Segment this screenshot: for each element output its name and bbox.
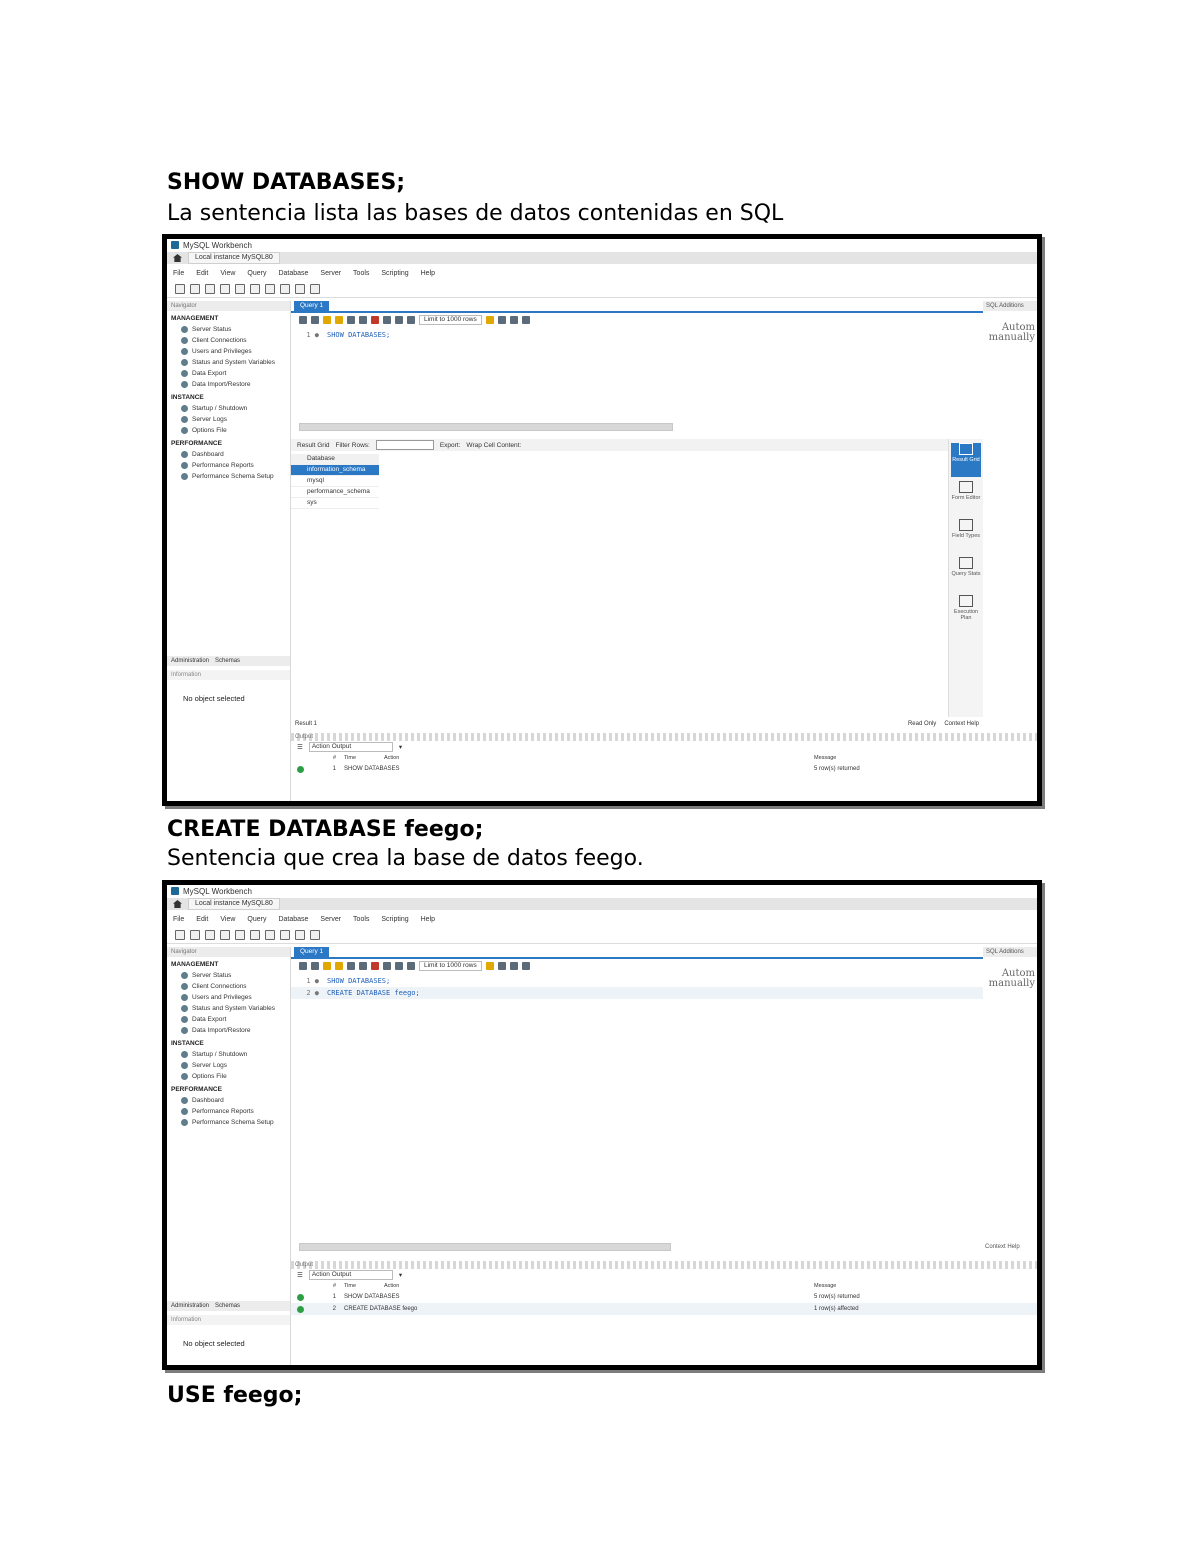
create-table-icon[interactable] <box>235 284 245 294</box>
nav-data-import[interactable]: Data Import/Restore <box>167 1025 290 1036</box>
connection-tab[interactable]: Local instance MySQL80 <box>188 898 280 910</box>
row-num: 2 <box>332 1306 336 1312</box>
nav-startup-shutdown[interactable]: Startup / Shutdown <box>167 403 290 414</box>
inspector-icon[interactable] <box>205 284 215 294</box>
dashboard-icon <box>181 1097 188 1104</box>
nav-data-import[interactable]: Data Import/Restore <box>167 379 290 390</box>
rollback-icon[interactable] <box>395 316 403 324</box>
section2-description: Sentencia que crea la base de datos feego. <box>167 846 644 871</box>
reports-icon <box>181 462 188 469</box>
workbench-screenshot-create-database <box>162 880 1042 1370</box>
wrap-cell-label[interactable]: Wrap Cell Content: <box>466 441 522 449</box>
main-toolbar <box>167 927 1037 944</box>
create-schema-icon[interactable] <box>220 930 230 940</box>
output-header: Output <box>291 733 1037 741</box>
limit-rows-select[interactable]: Limit to 1000 rows <box>419 315 482 325</box>
performance-section: PERFORMANCE <box>171 1086 222 1093</box>
reconnect-icon[interactable] <box>310 930 320 940</box>
filter-rows-label: Filter Rows: <box>335 441 370 449</box>
commit-icon[interactable] <box>383 316 391 324</box>
output-selector <box>291 741 1037 753</box>
nav-server-status[interactable]: Server Status <box>167 970 290 981</box>
create-view-icon[interactable] <box>250 284 260 294</box>
mysql-workbench-icon <box>171 887 179 895</box>
stats-icon <box>959 557 973 569</box>
window-titlebar <box>167 239 1037 251</box>
code-text: SHOW DATABASES; <box>327 331 391 339</box>
menu-view[interactable]: View <box>220 915 236 923</box>
server-status-icon <box>181 326 188 333</box>
menu-scripting[interactable]: Scripting <box>381 269 409 277</box>
server-status-icon <box>181 972 188 979</box>
menubar <box>167 267 1037 279</box>
data-export-icon <box>181 370 188 377</box>
beautify-icon[interactable] <box>486 316 494 324</box>
sql-additions-auto-text: Autom manually <box>988 322 1035 343</box>
variables-icon <box>181 1005 188 1012</box>
navigator-header: Navigator <box>167 947 290 957</box>
nav-data-export[interactable]: Data Export <box>167 368 290 379</box>
sql-editor-area <box>291 301 983 731</box>
output-column-headers <box>291 753 1037 763</box>
code-text: CREATE DATABASE feego; <box>327 989 420 997</box>
output-row[interactable] <box>291 763 1037 775</box>
code-line <box>291 975 983 987</box>
schema-setup-icon <box>181 473 188 480</box>
sql-code[interactable] <box>291 329 983 341</box>
action-output-select[interactable]: Action Output <box>309 1270 393 1280</box>
tab-schemas[interactable]: Schemas <box>215 1303 241 1309</box>
tab-administration[interactable]: Administration <box>171 1303 210 1309</box>
grid-row[interactable]: sys <box>291 498 379 509</box>
save-icon[interactable] <box>311 962 319 970</box>
sql-additions-panel <box>983 301 1037 343</box>
data-import-icon <box>181 381 188 388</box>
form-icon <box>959 481 973 493</box>
management-section: MANAGEMENT <box>171 961 219 968</box>
field-types-icon <box>959 519 973 531</box>
nav-server-logs[interactable]: Server Logs <box>167 1060 290 1071</box>
chevron-down-icon[interactable]: ▾ <box>398 744 403 751</box>
invisible-chars-icon[interactable] <box>510 316 518 324</box>
col-message: Message <box>814 1283 837 1289</box>
result-footer <box>291 719 983 729</box>
nav-client-connections[interactable]: Client Connections <box>167 981 290 992</box>
menu-scripting[interactable]: Scripting <box>381 915 409 923</box>
nav-performance-reports[interactable]: Performance Reports <box>167 1106 290 1117</box>
invisible-chars-icon[interactable] <box>510 962 518 970</box>
output-row[interactable] <box>291 1303 1037 1315</box>
server-logs-icon <box>181 416 188 423</box>
row-message: 5 row(s) returned <box>814 766 860 772</box>
sql-editor-area <box>291 947 983 1257</box>
query-tabbar <box>291 947 983 959</box>
sql-additions-header: SQL Additions <box>983 301 1037 311</box>
grid-icon <box>959 443 973 455</box>
section1-heading: SHOW DATABASES; <box>167 170 406 195</box>
window-titlebar <box>167 885 1037 897</box>
menu-tools[interactable]: Tools <box>353 269 370 277</box>
query-toolbar <box>291 960 983 972</box>
menu-file[interactable]: File <box>173 269 185 277</box>
find-icon[interactable] <box>498 962 506 970</box>
col-num: # <box>332 755 336 761</box>
menu-help[interactable]: Help <box>420 269 436 277</box>
nav-server-logs[interactable]: Server Logs <box>167 414 290 425</box>
menu-edit[interactable]: Edit <box>196 915 209 923</box>
execute-current-icon[interactable] <box>335 316 343 324</box>
field-types-button[interactable]: Field Types <box>951 519 981 553</box>
create-procedure-icon[interactable] <box>265 930 275 940</box>
wrap-icon[interactable] <box>522 316 530 324</box>
client-connections-icon <box>181 983 188 990</box>
startup-icon <box>181 405 188 412</box>
find-icon[interactable] <box>498 316 506 324</box>
menu-query[interactable]: Query <box>247 269 267 277</box>
explain-icon[interactable] <box>347 962 355 970</box>
menu-database[interactable]: Database <box>278 269 309 277</box>
menu-file[interactable]: File <box>173 915 185 923</box>
toggle-error-icon[interactable] <box>371 316 379 324</box>
success-icon <box>297 766 304 773</box>
nav-options-file[interactable]: Options File <box>167 1071 290 1082</box>
stop-icon[interactable] <box>359 316 367 324</box>
section3-heading: USE feego; <box>167 1383 303 1408</box>
options-file-icon <box>181 427 188 434</box>
output-panel <box>291 1261 1037 1315</box>
row-num: 1 <box>332 766 336 772</box>
open-file-icon[interactable] <box>299 316 307 324</box>
query-tab[interactable]: Query 1 <box>294 947 329 957</box>
row-action: SHOW DATABASES <box>344 766 400 772</box>
col-time: Time <box>344 1283 357 1289</box>
col-action: Action <box>384 1283 400 1289</box>
output-menu-icon[interactable]: ☰ <box>297 1272 303 1279</box>
sql-additions-header: SQL Additions <box>983 947 1037 957</box>
save-icon[interactable] <box>311 316 319 324</box>
output-menu-icon[interactable]: ☰ <box>297 744 303 751</box>
management-section: MANAGEMENT <box>171 315 219 322</box>
menu-database[interactable]: Database <box>278 915 309 923</box>
autocommit-icon[interactable] <box>407 962 415 970</box>
export-label[interactable]: Export: <box>439 441 461 449</box>
col-message: Message <box>814 755 837 761</box>
open-sql-script-icon[interactable] <box>190 284 200 294</box>
home-icon[interactable] <box>173 900 182 908</box>
row-action: SHOW DATABASES <box>344 1294 400 1300</box>
nav-client-connections[interactable]: Client Connections <box>167 335 290 346</box>
stop-icon[interactable] <box>359 962 367 970</box>
line-number: 1 ● <box>306 977 319 985</box>
menu-server[interactable]: Server <box>320 269 342 277</box>
nav-users-privileges[interactable]: Users and Privileges <box>167 346 290 357</box>
startup-icon <box>181 1051 188 1058</box>
execute-current-icon[interactable] <box>335 962 343 970</box>
output-panel <box>291 733 1037 775</box>
schema-setup-icon <box>181 1119 188 1126</box>
query-tab[interactable]: Query 1 <box>294 301 329 311</box>
context-help-tab[interactable]: Context Help <box>944 721 979 727</box>
tab-schemas[interactable]: Schemas <box>215 658 241 664</box>
line-number: 2 ● <box>306 989 319 997</box>
col-action: Action <box>384 755 400 761</box>
data-export-icon <box>181 1016 188 1023</box>
code-text: SHOW DATABASES; <box>327 977 391 985</box>
open-file-icon[interactable] <box>299 962 307 970</box>
autocommit-icon[interactable] <box>407 316 415 324</box>
col-time: Time <box>344 755 357 761</box>
horizontal-scrollbar[interactable] <box>299 423 673 431</box>
inspector-icon[interactable] <box>205 930 215 940</box>
read-only-label: Read Only <box>907 721 937 727</box>
wrap-icon[interactable] <box>522 962 530 970</box>
menubar <box>167 913 1037 925</box>
nav-dashboard[interactable]: Dashboard <box>167 449 290 460</box>
result-grid <box>291 454 379 509</box>
commit-icon[interactable] <box>383 962 391 970</box>
reconnect-icon[interactable] <box>310 284 320 294</box>
search-table-data-icon[interactable] <box>295 930 305 940</box>
connection-tabbar <box>167 252 1037 264</box>
form-editor-button[interactable]: Form Editor <box>951 481 981 515</box>
toggle-error-icon[interactable] <box>371 962 379 970</box>
create-table-icon[interactable] <box>235 930 245 940</box>
result-tab[interactable]: Result 1 <box>295 721 318 727</box>
col-num: # <box>332 1283 336 1289</box>
menu-help[interactable]: Help <box>420 915 436 923</box>
execution-plan-button[interactable]: Execution Plan <box>951 595 981 629</box>
navigator-bottom <box>167 1301 290 1348</box>
create-schema-icon[interactable] <box>220 284 230 294</box>
output-row[interactable] <box>291 1291 1037 1303</box>
result-toolbar <box>291 439 983 451</box>
options-file-icon <box>181 1073 188 1080</box>
menu-view[interactable]: View <box>220 269 236 277</box>
no-object-selected: No object selected <box>183 694 245 703</box>
information-header: Information <box>167 670 290 680</box>
output-column-headers <box>291 1281 1037 1291</box>
result-grid-button[interactable]: Result Grid <box>951 443 981 477</box>
column-header[interactable]: Database <box>291 454 379 465</box>
users-icon <box>181 994 188 1001</box>
home-icon[interactable] <box>173 254 182 262</box>
users-icon <box>181 348 188 355</box>
instance-section: INSTANCE <box>171 1040 204 1047</box>
navigator-panel <box>167 947 291 1365</box>
new-sql-tab-icon[interactable] <box>175 284 185 294</box>
menu-query[interactable]: Query <box>247 915 267 923</box>
output-header: Output <box>291 1261 1037 1269</box>
output-selector <box>291 1269 1037 1281</box>
success-icon <box>297 1306 304 1313</box>
filter-rows-input[interactable] <box>376 440 434 450</box>
beautify-icon[interactable] <box>486 962 494 970</box>
create-function-icon[interactable] <box>280 930 290 940</box>
navigator-header: Navigator <box>167 301 290 311</box>
section2-heading: CREATE DATABASE feego; <box>167 817 484 842</box>
nav-data-export[interactable]: Data Export <box>167 1014 290 1025</box>
sql-additions-auto-text: Autom manually <box>988 968 1035 989</box>
context-help-tab[interactable]: Context Help <box>985 1244 1020 1250</box>
menu-tools[interactable]: Tools <box>353 915 370 923</box>
window-title: MySQL Workbench <box>183 240 252 250</box>
explain-icon[interactable] <box>347 316 355 324</box>
section1-description: La sentencia lista las bases de datos contenidas en SQL <box>167 201 784 226</box>
navigator-bottom <box>167 656 290 703</box>
information-header: Information <box>167 1315 290 1325</box>
query-tabbar <box>291 301 983 313</box>
row-message: 5 row(s) returned <box>814 1294 860 1300</box>
row-message: 1 row(s) affected <box>814 1306 859 1312</box>
new-sql-tab-icon[interactable] <box>175 930 185 940</box>
window-title: MySQL Workbench <box>183 886 252 896</box>
success-icon <box>297 1294 304 1301</box>
tab-administration[interactable]: Administration <box>171 658 210 664</box>
grid-row[interactable]: mysql <box>291 476 379 487</box>
data-import-icon <box>181 1027 188 1034</box>
nav-users-privileges[interactable]: Users and Privileges <box>167 992 290 1003</box>
nav-options-file[interactable]: Options File <box>167 425 290 436</box>
create-procedure-icon[interactable] <box>265 284 275 294</box>
query-toolbar <box>291 314 983 326</box>
search-table-data-icon[interactable] <box>295 284 305 294</box>
performance-section: PERFORMANCE <box>171 440 222 447</box>
line-number: 1 ● <box>306 331 319 339</box>
navigator-panel <box>167 301 291 801</box>
action-output-select[interactable]: Action Output <box>309 742 393 752</box>
nav-performance-reports[interactable]: Performance Reports <box>167 460 290 471</box>
chevron-down-icon[interactable]: ▾ <box>398 1272 403 1279</box>
reports-icon <box>181 1108 188 1115</box>
nav-status-variables[interactable]: Status and System Variables <box>167 1003 290 1014</box>
navigator-tabs <box>167 1301 290 1311</box>
nav-server-status[interactable]: Server Status <box>167 324 290 335</box>
query-stats-button[interactable]: Query Stats <box>951 557 981 591</box>
mysql-workbench-icon <box>171 241 179 249</box>
dashboard-icon <box>181 451 188 458</box>
execute-icon[interactable] <box>323 962 331 970</box>
create-function-icon[interactable] <box>280 284 290 294</box>
limit-rows-select[interactable]: Limit to 1000 rows <box>419 961 482 971</box>
workbench-screenshot-show-databases <box>162 234 1042 806</box>
result-side-panel <box>948 439 983 717</box>
nav-performance-schema[interactable]: Performance Schema Setup <box>167 1117 290 1128</box>
row-action: CREATE DATABASE feego <box>344 1306 418 1312</box>
code-line <box>291 987 983 999</box>
server-logs-icon <box>181 1062 188 1069</box>
nav-performance-schema[interactable]: Performance Schema Setup <box>167 471 290 482</box>
client-connections-icon <box>181 337 188 344</box>
result-grid-label[interactable]: Result Grid <box>297 441 330 449</box>
sql-additions-panel <box>983 947 1037 1252</box>
menu-edit[interactable]: Edit <box>196 269 209 277</box>
menu-server[interactable]: Server <box>320 915 342 923</box>
nav-startup-shutdown[interactable]: Startup / Shutdown <box>167 1049 290 1060</box>
code-line <box>291 329 983 341</box>
horizontal-scrollbar[interactable] <box>299 1243 671 1251</box>
rollback-icon[interactable] <box>395 962 403 970</box>
grid-row[interactable]: information_schema <box>291 465 379 476</box>
navigator-tabs <box>167 656 290 666</box>
plan-icon <box>959 595 973 607</box>
nav-status-variables[interactable]: Status and System Variables <box>167 357 290 368</box>
open-sql-script-icon[interactable] <box>190 930 200 940</box>
variables-icon <box>181 359 188 366</box>
create-view-icon[interactable] <box>250 930 260 940</box>
main-toolbar <box>167 281 1037 298</box>
connection-tab[interactable]: Local instance MySQL80 <box>188 252 280 264</box>
no-object-selected: No object selected <box>183 1339 245 1348</box>
grid-row[interactable]: performance_schema <box>291 487 379 498</box>
instance-section: INSTANCE <box>171 394 204 401</box>
row-num: 1 <box>332 1294 336 1300</box>
execute-icon[interactable] <box>323 316 331 324</box>
connection-tabbar <box>167 898 1037 910</box>
nav-dashboard[interactable]: Dashboard <box>167 1095 290 1106</box>
sql-code[interactable] <box>291 975 983 999</box>
